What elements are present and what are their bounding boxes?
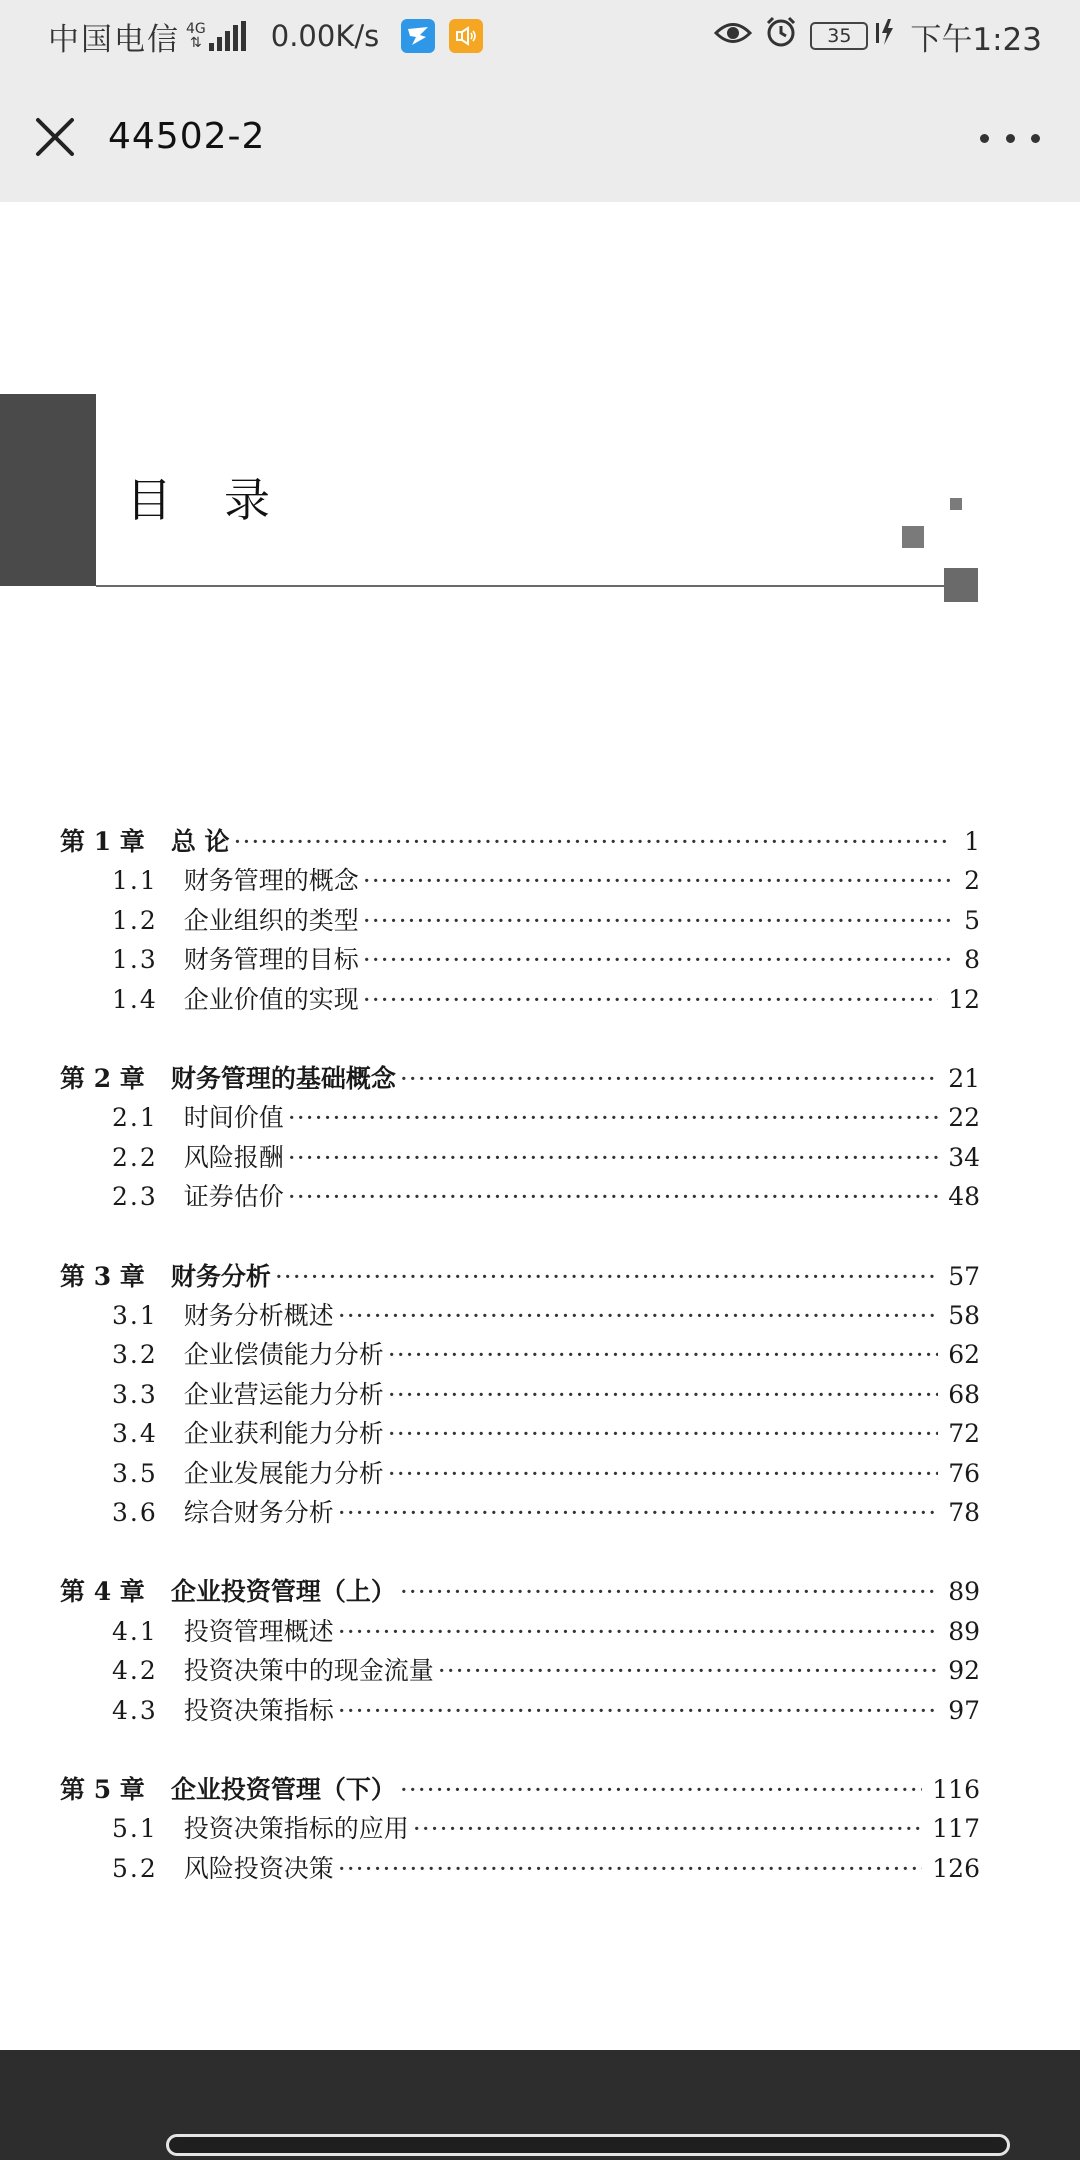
toc-section-entry[interactable] xyxy=(112,1414,980,1454)
toc-entry-number: 3.3 xyxy=(112,1379,158,1409)
toc-entry-number: 第 3 章 xyxy=(60,1261,145,1291)
toc-entry-number: 1.3 xyxy=(112,945,158,975)
toc-entry-title: 财务管理的目标 xyxy=(183,945,359,975)
toc-entry-page: 57 xyxy=(948,1261,980,1291)
toc-leader-dots xyxy=(234,822,950,862)
toc-section-entry[interactable] xyxy=(112,901,980,941)
toc-entry-page: 12 xyxy=(948,984,980,1014)
toc-chapter-entry[interactable] xyxy=(60,1572,980,1612)
toc-entry-title: 企业获利能力分析 xyxy=(183,1419,384,1449)
toc-leader-dots xyxy=(338,1849,923,1889)
toc-entry-page: 58 xyxy=(948,1301,980,1330)
toc-entry-number: 3.4 xyxy=(112,1419,158,1449)
toc-chapter-entry[interactable] xyxy=(60,1059,980,1099)
toc-entry-page: 89 xyxy=(948,1616,980,1646)
toc-entry-title: 企业发展能力分析 xyxy=(183,1458,384,1488)
toc-section-entry[interactable] xyxy=(112,1296,980,1336)
status-time: 下午1:23 xyxy=(910,21,1042,58)
toc-section-entry[interactable] xyxy=(112,1809,980,1849)
toc-entry-title: 企业价值的实现 xyxy=(183,984,359,1014)
toc-section-entry[interactable] xyxy=(112,1335,980,1375)
document-title: 44502-2 xyxy=(108,116,266,157)
toc-chapter-entry[interactable] xyxy=(60,1257,980,1297)
carrier-name: 中国电信 xyxy=(48,21,180,58)
status-bar-right xyxy=(714,14,1042,58)
toc-leader-dots xyxy=(388,1375,938,1415)
toc-chapter-entry[interactable] xyxy=(60,822,980,862)
toc-leader-dots xyxy=(288,1098,938,1138)
toc-section-entry[interactable] xyxy=(112,1691,980,1731)
toc-section-entry[interactable] xyxy=(112,980,980,1020)
toc-leader-dots xyxy=(275,1257,938,1297)
toc-entry-title: 风险报酬 xyxy=(183,1142,284,1172)
toc-entry-title: 企业偿债能力分析 xyxy=(183,1340,384,1370)
status-bar xyxy=(0,0,1080,72)
toc-section-entry[interactable] xyxy=(112,1375,980,1415)
network-type-label: 4G xyxy=(186,21,206,37)
toc-entry-page: 2 xyxy=(964,866,980,896)
toc-section-entry[interactable] xyxy=(112,1454,980,1494)
toc-entry-page: 62 xyxy=(948,1340,980,1370)
toc-leader-dots xyxy=(400,1770,922,1810)
network-type-icon: 4G ⇅ xyxy=(186,21,206,51)
toc-entry-page: 48 xyxy=(948,1182,980,1212)
toc-entry-number: 4.1 xyxy=(112,1616,158,1646)
toc-section-entry[interactable] xyxy=(112,1098,980,1138)
toc-leader-dots xyxy=(363,901,950,941)
toc-entry-number: 第 1 章 xyxy=(60,827,145,856)
toc-section-entry[interactable] xyxy=(112,940,980,980)
document-title-bar xyxy=(0,72,1080,202)
toc-entry-page: 117 xyxy=(932,1814,980,1844)
toc-leader-dots xyxy=(288,1177,938,1217)
toc-leader-dots xyxy=(288,1138,938,1178)
toc-section-entry[interactable] xyxy=(112,861,980,901)
toc-entry-title: 企业营运能力分析 xyxy=(183,1379,384,1409)
toc-entry-title: 时间价值 xyxy=(183,1103,284,1133)
toc-leader-dots xyxy=(438,1651,938,1691)
toc-entry-title: 财务分析 xyxy=(170,1261,271,1291)
toc-entry-page: 8 xyxy=(964,945,980,975)
toc-entry-title: 财务管理的基础概念 xyxy=(170,1064,396,1093)
heading-divider xyxy=(96,585,958,587)
toc-entry-title: 总 论 xyxy=(170,827,230,856)
more-options-button[interactable] xyxy=(980,116,1040,160)
toc-leader-dots xyxy=(338,1612,938,1652)
toc-entry-title: 企业组织的类型 xyxy=(183,905,359,935)
toc-entry-number: 3.2 xyxy=(112,1340,158,1370)
toc-entry-title: 综合财务分析 xyxy=(183,1498,334,1527)
toc-heading: 目录 xyxy=(126,473,322,527)
bottom-navigation-bar xyxy=(0,2050,1080,2160)
toc-entry-title: 投资决策指标 xyxy=(183,1695,334,1725)
battery-icon xyxy=(810,22,868,50)
toc-entry-page: 72 xyxy=(948,1419,980,1449)
decorative-square xyxy=(950,498,962,510)
toc-entry-number: 5.2 xyxy=(112,1853,158,1883)
alarm-clock-icon xyxy=(764,15,798,57)
toc-leader-dots xyxy=(400,1059,938,1099)
toc-entry-number: 2.2 xyxy=(112,1142,158,1172)
toc-entry-number: 2.1 xyxy=(112,1103,158,1133)
toc-entry-number: 第 5 章 xyxy=(60,1775,145,1804)
charging-icon xyxy=(874,17,896,55)
toc-entry-page: 68 xyxy=(948,1379,980,1409)
toc-entry-page: 78 xyxy=(948,1498,980,1527)
toc-entry-number: 第 2 章 xyxy=(60,1064,145,1093)
toc-leader-dots xyxy=(388,1414,938,1454)
more-dot-icon xyxy=(980,134,989,143)
toc-entry-number: 1.1 xyxy=(112,866,158,896)
toc-entry-page: 5 xyxy=(964,905,980,935)
toc-entry-page: 116 xyxy=(932,1775,980,1804)
toc-entry-number: 4.3 xyxy=(112,1695,158,1725)
document-page[interactable] xyxy=(0,202,1080,2050)
toc-entry-number: 5.1 xyxy=(112,1814,158,1844)
toc-entry-page: 34 xyxy=(948,1142,980,1172)
speaker-app-icon xyxy=(449,19,483,53)
toc-leader-dots xyxy=(363,980,938,1020)
toc-section-entry[interactable] xyxy=(112,1493,980,1533)
toc-entry-page: 97 xyxy=(948,1695,980,1725)
toc-section-entry[interactable] xyxy=(112,1651,980,1691)
toc-entry-number: 3.5 xyxy=(112,1458,158,1488)
toc-leader-dots xyxy=(388,1335,938,1375)
toc-entry-number: 3.6 xyxy=(112,1498,158,1527)
toc-entry-title: 财务分析概述 xyxy=(183,1301,334,1330)
toc-leader-dots xyxy=(338,1296,938,1336)
decorative-square xyxy=(902,526,924,548)
toc-entry-page: 89 xyxy=(948,1577,980,1607)
toc-leader-dots xyxy=(338,1493,938,1533)
toc-entry-number: 2.3 xyxy=(112,1182,158,1212)
toc-entry-title: 证券估价 xyxy=(183,1182,284,1212)
heading-decoration-bar xyxy=(0,394,96,586)
toc-entry-page: 126 xyxy=(932,1853,980,1883)
toc-leader-dots xyxy=(363,940,950,980)
toc-entry-page: 21 xyxy=(948,1064,980,1093)
toc-entry-page: 92 xyxy=(948,1656,980,1686)
toc-leader-dots xyxy=(363,861,950,901)
toc-section-entry[interactable] xyxy=(112,1612,980,1652)
toc-leader-dots xyxy=(400,1572,938,1612)
network-speed: 0.00K/s xyxy=(270,19,380,53)
toc-entry-title: 投资管理概述 xyxy=(183,1616,334,1646)
toc-entry-title: 投资决策中的现金流量 xyxy=(183,1656,434,1686)
toc-leader-dots xyxy=(413,1809,923,1849)
more-dot-icon xyxy=(1031,134,1040,143)
home-indicator[interactable] xyxy=(166,2134,1010,2156)
toc-entry-page: 1 xyxy=(964,827,980,856)
toc-entry-number: 3.1 xyxy=(112,1301,158,1330)
eye-icon xyxy=(714,18,752,54)
toc-entry-number: 4.2 xyxy=(112,1656,158,1686)
toc-entry-title: 企业投资管理（下） xyxy=(170,1775,396,1804)
close-button[interactable] xyxy=(30,112,80,162)
toc-entry-number: 1.2 xyxy=(112,905,158,935)
toc-leader-dots xyxy=(338,1691,938,1731)
more-dot-icon xyxy=(1006,134,1015,143)
toc-leader-dots xyxy=(388,1454,938,1494)
battery-level: 35 xyxy=(827,25,852,47)
toc-section-entry[interactable] xyxy=(112,1849,980,1889)
toc-entry-title: 财务管理的概念 xyxy=(183,866,359,896)
toc-chapter-entry[interactable] xyxy=(60,1770,980,1810)
bird-app-icon xyxy=(401,19,435,53)
toc-entry-title: 风险投资决策 xyxy=(183,1853,334,1883)
toc-section-entry[interactable] xyxy=(112,1138,980,1178)
decorative-square xyxy=(944,568,978,602)
toc-section-entry[interactable] xyxy=(112,1177,980,1217)
toc-entry-title: 企业投资管理（上） xyxy=(170,1577,396,1607)
toc-entry-number: 第 4 章 xyxy=(60,1577,145,1607)
toc-entry-page: 22 xyxy=(948,1103,980,1133)
status-bar-left xyxy=(48,14,483,58)
signal-strength-icon xyxy=(209,21,249,51)
toc-entry-title: 投资决策指标的应用 xyxy=(183,1814,409,1844)
close-icon xyxy=(30,112,80,162)
toc-entry-page: 76 xyxy=(948,1458,980,1488)
toc-entry-number: 1.4 xyxy=(112,984,158,1014)
